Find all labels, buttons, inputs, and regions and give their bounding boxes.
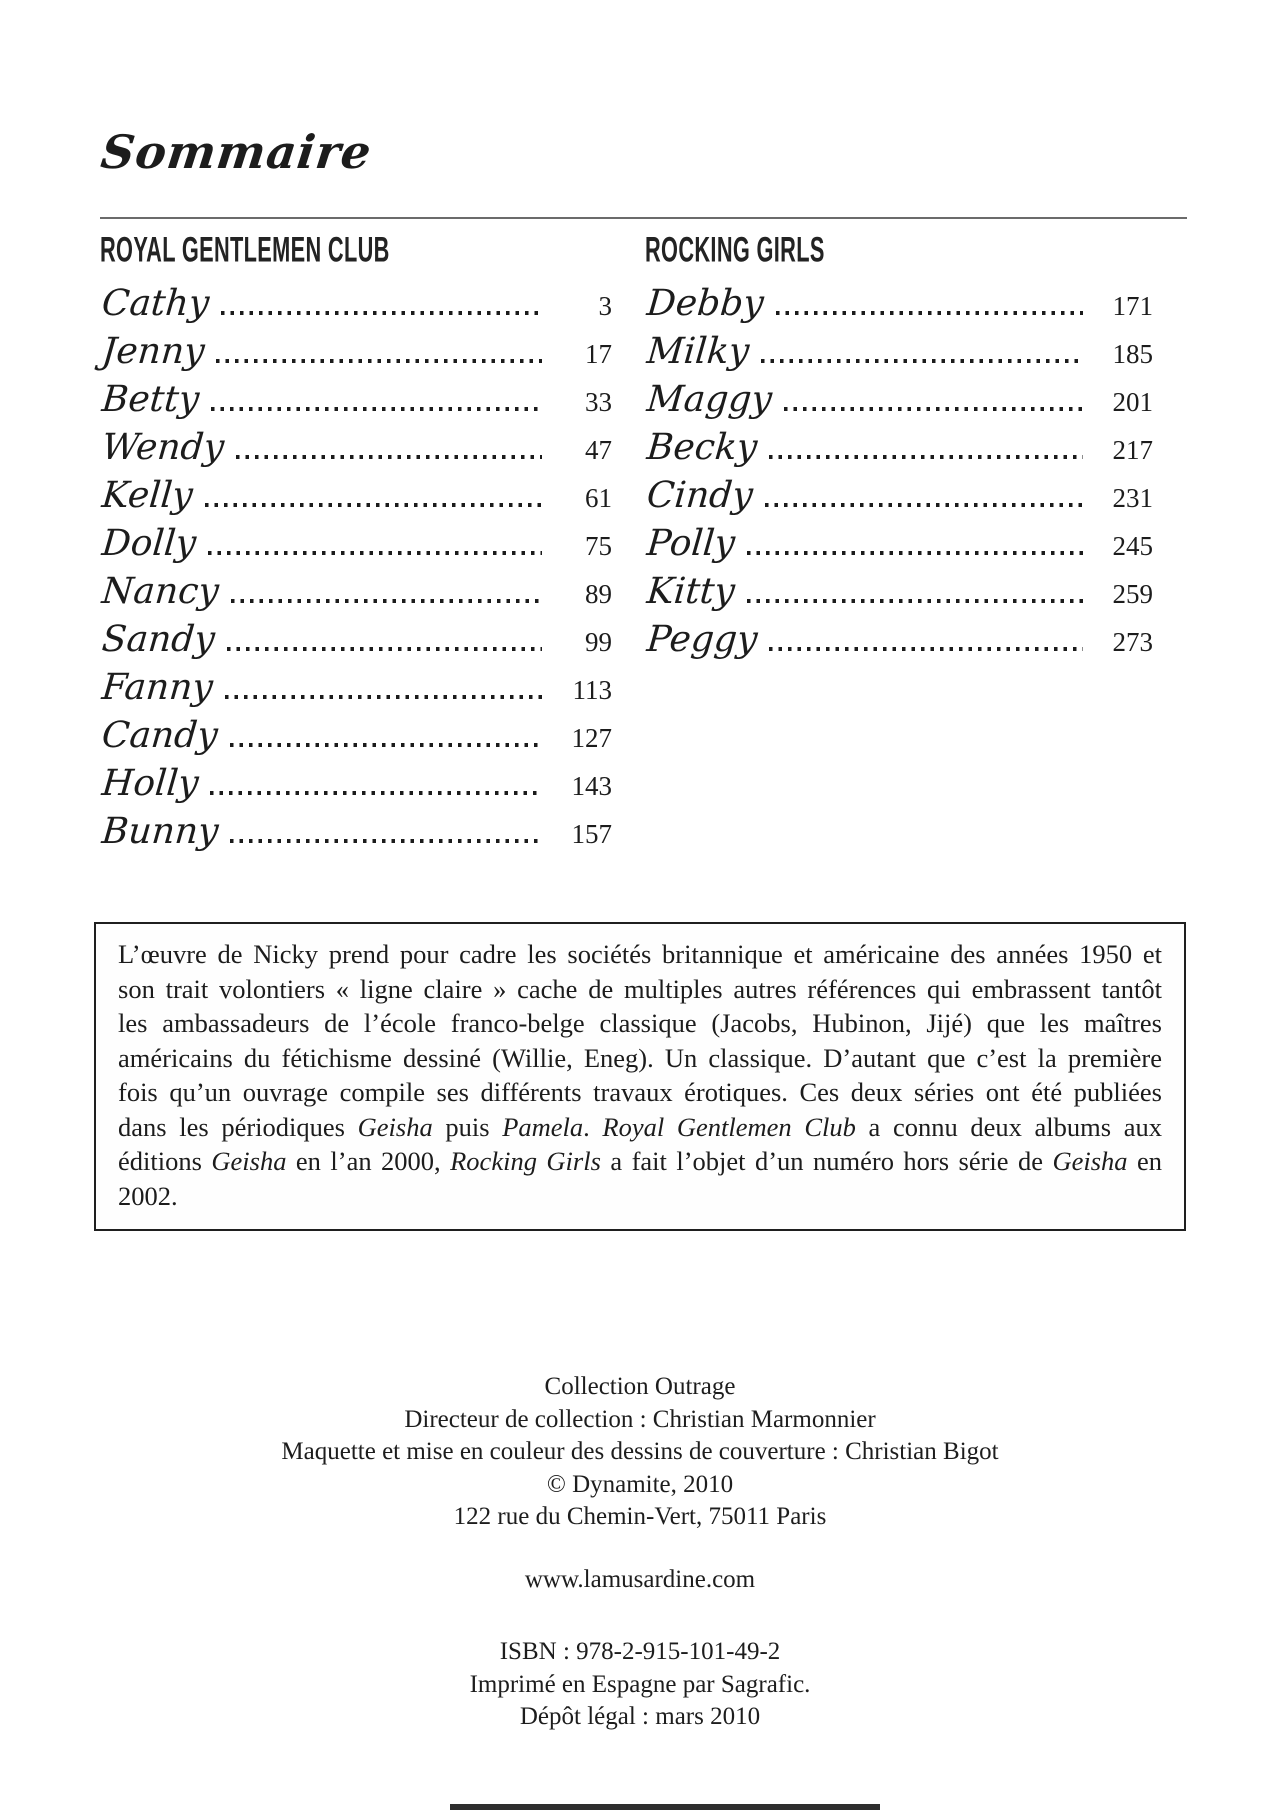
colophon-line: Maquette et mise en couleur des dessins de couverture : Christian Bigot [281,1438,999,1465]
entry-name: Maggy [645,379,774,420]
entry-page-number: 33 [585,387,612,417]
dot-leader [210,791,542,795]
dot-leader [765,503,1083,507]
entry-page-number: 171 [1112,291,1153,321]
toc-entry [100,521,612,569]
website-url: www.lamusardine.com [524,1565,756,1593]
entry-page-number: 259 [1112,579,1153,609]
dot-leader [784,407,1083,411]
entry-name: Peggy [645,619,760,660]
toc-entry [645,329,1153,377]
entry-page-number: 157 [571,819,612,849]
about-box [94,922,1186,1231]
entry-name: Cindy [645,475,755,516]
entry-page-number: 231 [1112,483,1153,513]
colophon-line: ISBN : 978-2-915-101-49-2 [499,1638,781,1665]
entry-name: Kitty [645,571,737,612]
dot-leader [227,647,542,651]
toc-entry [100,665,612,713]
toc-entry [645,569,1153,617]
page-edge-artifact [450,1804,880,1810]
about-text: L’œuvre de Nicky prend pour cadre les sociétés britannique et américaine des années 1950 et son trait volontiers « ligne claire » cache de multiples autres références qui embrassent tantôt les ambassadeurs de l’école franco-belge classique (Jacobs, Hubinon, Jijé) que les maîtres américains du fétichisme dessiné (Willie, Eneg). Un classique. D’autant que c’est la première fois qu’un ouvrage compile ses différents travaux érotiques. Ces deux séries ont été publiées dans les périodiques Geisha puis Pamela. Royal Gentlemen Club a connu deux albums aux éditions Geisha en l’an 2000, Rocking Girls a fait l’objet d’un numéro hors série de Geisha en 2002. [118,939,1163,1211]
colophon-line: Imprimé en Espagne par Sagrafic. [469,1670,811,1698]
entry-page-number: 127 [571,723,612,753]
dot-leader [211,407,542,411]
toc-entry [100,329,612,377]
toc-entry [100,569,612,617]
toc-entries-rocking-girls [645,281,1153,665]
toc-entry [100,809,612,857]
entry-name: Milky [645,331,751,372]
dot-leader [221,311,542,315]
entry-name: Polly [645,523,737,564]
entry-name: Dolly [100,523,198,564]
entry-name: Wendy [100,427,226,468]
dot-leader [231,599,542,603]
entry-name: Candy [100,715,220,756]
section-title: ROCKING GIRLS [645,229,825,270]
entry-name: Cathy [100,283,211,324]
toc-section-royal-gentlemen-club [100,229,612,857]
colophon-line: Collection Outrage [544,1373,736,1400]
toc-entry [645,377,1153,425]
dot-leader [230,743,542,747]
entry-name: Nancy [100,571,221,612]
toc-section-rocking-girls [645,229,1153,665]
entry-page-number: 245 [1112,531,1153,561]
toc-entry [100,425,612,473]
entry-name: Debby [645,283,766,324]
section-title: ROYAL GENTLEMEN CLUB [100,229,390,270]
colophon-line: 122 rue du Chemin-Vert, 75011 Paris [453,1503,827,1530]
toc-entry [645,473,1153,521]
entry-name: Becky [645,427,759,468]
dot-leader [769,455,1083,459]
entry-name: Holly [100,763,201,804]
entry-name: Bunny [100,811,221,852]
dot-leader [205,503,542,507]
entry-page-number: 99 [585,627,612,657]
entry-page-number: 17 [585,339,612,369]
colophon [0,1371,1280,1734]
entry-page-number: 185 [1112,339,1153,369]
entry-page-number: 273 [1112,627,1153,657]
entry-page-number: 89 [585,579,612,609]
entry-page-number: 3 [598,291,612,321]
dot-leader [216,359,542,363]
dot-leader [230,839,542,843]
dot-leader [236,455,542,459]
entry-page-number: 75 [585,531,612,561]
toc-entry [645,281,1153,329]
entry-page-number: 143 [571,771,612,801]
entry-page-number: 61 [585,483,612,513]
title-divider [100,217,1187,219]
entry-name: Fanny [100,667,215,708]
dot-leader [208,551,542,555]
dot-leader [769,647,1083,651]
entry-name: Kelly [100,475,195,516]
entry-page-number: 113 [572,675,612,705]
toc-entry [100,617,612,665]
toc-entries-royal-gentlemen-club [100,281,612,857]
toc-entry [100,281,612,329]
dot-leader [747,599,1083,603]
toc-entry [100,713,612,761]
dot-leader [747,551,1083,555]
entry-name: Sandy [100,619,217,660]
toc-entry [100,473,612,521]
entry-page-number: 47 [585,435,612,465]
entry-page-number: 201 [1112,387,1153,417]
entry-name: Betty [100,379,201,420]
entry-page-number: 217 [1112,435,1153,465]
dot-leader [225,695,542,699]
toc-entry [645,425,1153,473]
dot-leader [776,311,1083,315]
colophon-line: Directeur de collection : Christian Marmonnier [404,1405,876,1433]
toc-entry [100,377,612,425]
entry-name: Jenny [100,331,207,372]
colophon-credits [0,1371,1280,1534]
colophon-legal [0,1636,1280,1734]
toc-entry [645,521,1153,569]
toc-entry [100,761,612,809]
colophon-line: © Dynamite, 2010 [546,1470,734,1498]
dot-leader [761,359,1083,363]
page-title: Sommaire [98,125,375,179]
colophon-line: Dépôt légal : mars 2010 [519,1703,761,1730]
toc-entry [645,617,1153,665]
